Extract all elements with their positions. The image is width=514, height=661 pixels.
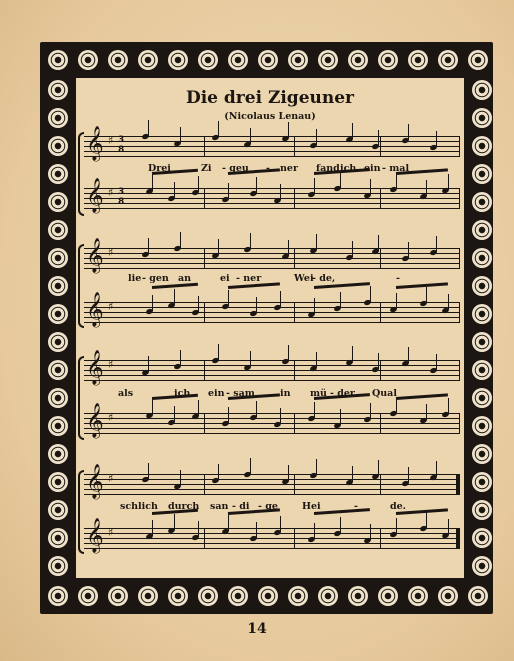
note-stem <box>378 353 379 369</box>
lyric-syllable: Drei <box>148 163 171 174</box>
lyric-syllable: - de, <box>312 273 336 284</box>
note-stem <box>250 351 251 367</box>
staff-line <box>84 375 460 376</box>
staff-line <box>84 433 460 434</box>
flower-ornament <box>472 136 492 156</box>
music-staff <box>84 238 460 273</box>
staff-line <box>84 418 460 419</box>
note-stem <box>316 129 317 145</box>
flower-ornament <box>288 586 308 606</box>
note-stem <box>370 179 371 195</box>
barline <box>294 302 295 322</box>
note-stem <box>426 180 427 196</box>
lyric-syllable: ner <box>280 163 298 174</box>
flower-ornament <box>48 192 68 212</box>
flower-ornament <box>48 332 68 352</box>
staff-line <box>84 479 460 480</box>
note-stem <box>396 293 397 309</box>
lyric-syllable: als <box>118 388 134 399</box>
flower-ornament <box>378 50 398 70</box>
sharp-icon: ♯ <box>108 472 114 485</box>
note-stem <box>250 128 251 144</box>
note-stem <box>280 516 281 532</box>
lyric-syllable: schlich <box>120 501 158 512</box>
sharp-icon: ♯ <box>108 300 114 313</box>
sharp-icon: ♯ <box>108 186 114 199</box>
note-stem <box>426 287 427 303</box>
staff-line <box>84 193 460 194</box>
song-title: Die drei Zigeuner <box>185 88 355 108</box>
note-stem <box>378 460 379 476</box>
music-staff <box>84 518 460 553</box>
lyric-syllable: san <box>210 501 229 512</box>
note-stem <box>198 176 199 192</box>
barline <box>380 248 381 268</box>
note-stem <box>448 294 449 310</box>
barline <box>204 474 205 494</box>
final-barline <box>456 528 459 548</box>
note-stem <box>180 127 181 143</box>
note-stem <box>174 406 175 422</box>
flower-ornament <box>48 528 68 548</box>
lyric-syllable: Qual <box>372 388 397 399</box>
time-signature-top: 3 <box>118 187 125 197</box>
barline <box>204 136 205 156</box>
staff-line <box>84 317 460 318</box>
flower-ornament <box>472 444 492 464</box>
note-stem <box>408 242 409 258</box>
flower-ornament <box>472 556 492 576</box>
note-stem <box>340 517 341 533</box>
lyric-syllable: fand <box>316 163 340 174</box>
note-stem <box>250 458 251 474</box>
note-stem <box>370 286 371 302</box>
flower-ornament <box>48 556 68 576</box>
note-stem <box>288 465 289 481</box>
note-stem <box>314 402 315 418</box>
note-stem <box>228 515 229 531</box>
staff-line <box>84 370 460 371</box>
note-stem <box>352 346 353 362</box>
note-stem <box>152 175 153 191</box>
note-stem <box>426 404 427 420</box>
barline <box>294 528 295 548</box>
barline <box>294 188 295 208</box>
music-staff <box>84 350 460 385</box>
flower-ornament <box>78 586 98 606</box>
lyric-syllable: an <box>178 273 192 284</box>
lyric-syllable: - di <box>232 501 250 512</box>
flower-ornament <box>438 50 458 70</box>
note-stem <box>148 356 149 372</box>
lyric-syllable: ich <box>174 388 191 399</box>
lyric-syllable: mü <box>310 388 327 399</box>
lyric-syllable: - gen <box>142 273 169 284</box>
note-stem <box>256 401 257 417</box>
note-stem <box>280 184 281 200</box>
treble-clef-icon: 𝄞 <box>86 464 104 499</box>
flower-ornament <box>318 50 338 70</box>
barline <box>459 248 460 268</box>
sharp-icon: ♯ <box>108 526 114 539</box>
barline <box>204 188 205 208</box>
note-stem <box>148 120 149 136</box>
staff-line <box>84 136 460 137</box>
sharp-icon: ♯ <box>108 411 114 424</box>
staff-line <box>84 322 460 323</box>
note-stem <box>152 520 153 536</box>
flower-ornament <box>472 108 492 128</box>
flower-ornament <box>472 220 492 240</box>
note-stem <box>352 123 353 139</box>
note-stem <box>436 131 437 147</box>
flower-ornament <box>48 108 68 128</box>
flower-ornament <box>48 80 68 100</box>
flower-ornament <box>472 80 492 100</box>
flower-ornament <box>138 50 158 70</box>
flower-ornament <box>318 586 338 606</box>
note-stem <box>174 514 175 530</box>
staff-line <box>84 423 460 424</box>
note-stem <box>218 239 219 255</box>
lyric-syllable: - sam <box>226 388 255 399</box>
barline <box>294 248 295 268</box>
time-signature-bottom: 8 <box>118 197 125 207</box>
lyrics-line-1 <box>84 163 460 177</box>
flower-ornament <box>48 276 68 296</box>
lyric-syllable: - <box>396 273 400 284</box>
staff-line <box>84 146 460 147</box>
lyric-syllable: - <box>266 163 270 174</box>
note-stem <box>316 234 317 250</box>
treble-clef-icon: 𝄞 <box>86 403 104 438</box>
music-staff <box>84 464 460 499</box>
flower-ornament <box>48 248 68 268</box>
final-barline <box>456 474 459 494</box>
barline <box>380 302 381 322</box>
staff-line <box>84 494 460 495</box>
time-signature-top: 3 <box>118 135 125 145</box>
flower-ornament <box>48 164 68 184</box>
flower-ornament <box>472 276 492 296</box>
treble-clef-icon: 𝄞 <box>86 350 104 385</box>
barline <box>380 136 381 156</box>
flower-ornament <box>472 248 492 268</box>
sharp-icon: ♯ <box>108 134 114 147</box>
flower-ornament <box>78 50 98 70</box>
note-stem <box>408 347 409 363</box>
lyric-syllable: de. <box>390 501 406 512</box>
flower-ornament <box>408 50 428 70</box>
flower-ornament <box>108 50 128 70</box>
note-stem <box>436 354 437 370</box>
lyric-syllable: Wei <box>294 273 314 284</box>
flower-ornament <box>472 472 492 492</box>
lyric-syllable: durch <box>168 501 200 512</box>
note-stem <box>408 124 409 140</box>
note-stem <box>218 121 219 137</box>
note-stem <box>436 461 437 477</box>
note-stem <box>436 236 437 252</box>
flower-ornament <box>48 416 68 436</box>
note-stem <box>228 407 229 423</box>
flower-ornament <box>258 50 278 70</box>
lyric-syllable: - ge <box>258 501 278 512</box>
note-stem <box>370 524 371 540</box>
time-signature-bottom: 8 <box>118 145 125 155</box>
note-stem <box>288 122 289 138</box>
staff-line <box>84 268 460 269</box>
flower-ornament <box>228 50 248 70</box>
flower-ornament <box>472 388 492 408</box>
staff-line <box>84 307 460 308</box>
lyric-syllable: ei <box>220 273 230 284</box>
note-stem <box>280 408 281 424</box>
staff-line <box>84 151 460 152</box>
music-staff <box>84 126 460 161</box>
lyric-syllable: - ner <box>236 273 262 284</box>
sharp-icon: ♯ <box>108 246 114 259</box>
sharp-icon: ♯ <box>108 358 114 371</box>
treble-clef-icon: 𝄞 <box>86 292 104 327</box>
page-number: 14 <box>247 621 267 637</box>
note-stem <box>256 297 257 313</box>
note-stem <box>228 183 229 199</box>
barline <box>459 474 460 494</box>
flower-ornament <box>472 360 492 380</box>
barline <box>459 136 460 156</box>
barline <box>380 360 381 380</box>
flower-ornament <box>168 586 188 606</box>
note-stem <box>316 459 317 475</box>
barline <box>204 413 205 433</box>
flower-ornament <box>438 586 458 606</box>
lyric-syllable: Zi <box>201 163 212 174</box>
note-stem <box>314 298 315 314</box>
barline <box>459 413 460 433</box>
staff-line <box>84 156 460 157</box>
staff-line <box>84 208 460 209</box>
lyric-syllable: - der <box>330 388 355 399</box>
lyric-syllable: lie <box>128 273 142 284</box>
note-stem <box>148 463 149 479</box>
note-stem <box>370 403 371 419</box>
barline <box>459 528 460 548</box>
note-stem <box>148 238 149 254</box>
lyric-syllable: - mal <box>382 163 410 174</box>
treble-clef-icon: 𝄞 <box>86 126 104 161</box>
barline <box>380 413 381 433</box>
note-stem <box>250 233 251 249</box>
note-stem <box>316 352 317 368</box>
flower-ornament <box>472 332 492 352</box>
flower-ornament <box>378 586 398 606</box>
note-stem <box>340 409 341 425</box>
time-signature <box>118 135 124 155</box>
flower-ornament <box>228 586 248 606</box>
staff-line <box>84 528 460 529</box>
note-stem <box>288 240 289 256</box>
staff-line <box>84 302 460 303</box>
note-stem <box>314 523 315 539</box>
flower-ornament <box>48 304 68 324</box>
note-stem <box>218 464 219 480</box>
flower-ornament <box>138 586 158 606</box>
staff-line <box>84 312 460 313</box>
flower-ornament <box>198 50 218 70</box>
lyric-syllable: - geu <box>222 163 249 174</box>
lyrics-line-2 <box>84 273 460 287</box>
staff-line <box>84 474 460 475</box>
flower-ornament <box>472 304 492 324</box>
flower-ornament <box>348 586 368 606</box>
lyric-syllable: ein <box>208 388 225 399</box>
flower-ornament <box>48 472 68 492</box>
flower-ornament <box>48 500 68 520</box>
barline <box>294 413 295 433</box>
barline <box>294 474 295 494</box>
staff-line <box>84 263 460 264</box>
staff-line <box>84 538 460 539</box>
barline <box>294 136 295 156</box>
flower-ornament <box>408 586 428 606</box>
barline <box>459 188 460 208</box>
note-stem <box>280 291 281 307</box>
flower-ornament <box>48 360 68 380</box>
flower-ornament <box>48 444 68 464</box>
flower-ornament <box>48 136 68 156</box>
staff-line <box>84 198 460 199</box>
note-stem <box>256 522 257 538</box>
note-stem <box>378 130 379 146</box>
staff-line <box>84 188 460 189</box>
music-staff <box>84 292 460 327</box>
flower-ornament <box>468 50 488 70</box>
flower-ornament <box>168 50 188 70</box>
lyric-syllable: ein <box>364 163 381 174</box>
staff-line <box>84 203 460 204</box>
treble-clef-icon: 𝄞 <box>86 238 104 273</box>
barline <box>380 528 381 548</box>
staff-line <box>84 253 460 254</box>
flower-ornament <box>472 528 492 548</box>
note-stem <box>198 400 199 416</box>
note-stem <box>180 470 181 486</box>
note-stem <box>180 232 181 248</box>
staff-line <box>84 428 460 429</box>
note-stem <box>378 235 379 251</box>
barline <box>294 360 295 380</box>
note-stem <box>218 344 219 360</box>
flower-ornament <box>258 586 278 606</box>
barline <box>204 248 205 268</box>
note-stem <box>340 292 341 308</box>
lyric-syllable: - <box>354 501 358 512</box>
barline <box>380 474 381 494</box>
flower-ornament <box>48 586 68 606</box>
lyric-syllable: ich <box>340 163 357 174</box>
staff-line <box>84 543 460 544</box>
note-stem <box>288 345 289 361</box>
lyrics-line-3 <box>84 388 460 402</box>
note-stem <box>352 466 353 482</box>
note-stem <box>352 241 353 257</box>
flower-ornament <box>348 50 368 70</box>
music-staff <box>84 403 460 438</box>
barline <box>204 360 205 380</box>
flower-ornament <box>468 586 488 606</box>
staff-line <box>84 489 460 490</box>
flower-ornament <box>472 416 492 436</box>
staff-line <box>84 413 460 414</box>
staff-line <box>84 248 460 249</box>
note-stem <box>152 295 153 311</box>
treble-clef-icon: 𝄞 <box>86 518 104 553</box>
lyrics-line-4 <box>84 501 460 515</box>
flower-ornament <box>108 586 128 606</box>
time-signature <box>118 187 124 207</box>
flower-ornament <box>472 192 492 212</box>
song-author: (Nicolaus Lenau) <box>224 111 316 122</box>
flower-ornament <box>48 388 68 408</box>
note-stem <box>228 290 229 306</box>
note-stem <box>174 289 175 305</box>
note-stem <box>314 178 315 194</box>
note-stem <box>174 182 175 198</box>
barline <box>204 302 205 322</box>
barline <box>380 188 381 208</box>
barline <box>204 528 205 548</box>
music-staff <box>84 178 460 213</box>
flower-ornament <box>48 220 68 240</box>
note-stem <box>396 518 397 534</box>
staff-line <box>84 380 460 381</box>
barline <box>459 302 460 322</box>
staff-line <box>84 533 460 534</box>
note-stem <box>408 467 409 483</box>
lyric-syllable: Hei <box>302 501 321 512</box>
barline <box>459 360 460 380</box>
flower-ornament <box>198 586 218 606</box>
flower-ornament <box>472 164 492 184</box>
treble-clef-icon: 𝄞 <box>86 178 104 213</box>
lyric-syllable: in <box>280 388 291 399</box>
note-stem <box>198 296 199 312</box>
flower-ornament <box>288 50 308 70</box>
flower-ornament <box>472 500 492 520</box>
note-stem <box>180 350 181 366</box>
note-stem <box>256 177 257 193</box>
flower-ornament <box>48 50 68 70</box>
note-stem <box>448 519 449 535</box>
note-stem <box>198 521 199 537</box>
staff-line <box>84 548 460 549</box>
